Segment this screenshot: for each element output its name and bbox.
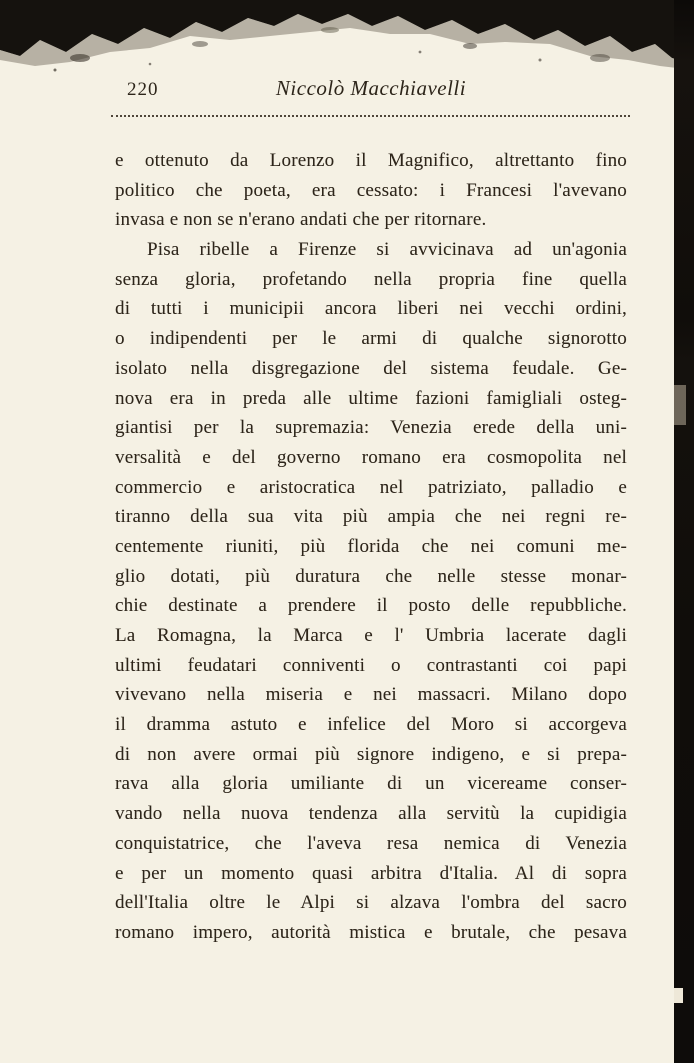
text-line: commercio e aristocratica nel patriziato, palladio e <box>115 476 627 498</box>
text-line: rava alla gloria umiliante di un vicereame conser- <box>115 773 627 795</box>
right-edge-gray-patch <box>674 385 686 425</box>
text-line: politico che poeta, era cessato: i Francesi l'avevano <box>115 179 627 201</box>
text-line: giantisi per la supremazia: Venezia erede della uni- <box>115 417 627 439</box>
text-line: nova era in preda alle ultime fazioni famigliali osteg- <box>115 387 627 409</box>
text-line: La Romagna, la Marca e l' Umbria lacerate dagli <box>115 625 627 646</box>
text-line: isolato nella disgregazione del sistema feudale. Ge- <box>115 357 627 379</box>
header-rule <box>111 115 630 117</box>
text-line: di non avere ormai più signore indigeno, e si prepa- <box>115 743 627 765</box>
text-line: dell'Italia oltre le Alpi si alzava l'ombra del sacro <box>115 892 627 914</box>
text-line: di tutti i municipii ancora liberi nei vecchi ordini, <box>115 298 627 320</box>
body-text <box>115 146 627 948</box>
text-line: e ottenuto da Lorenzo il Magnifico, altrettanto fino <box>115 150 627 171</box>
top-edge-scan-artifact <box>0 0 694 80</box>
page-number: 220 <box>127 79 159 100</box>
text-line: conquistatrice, che l'aveva resa nemica di Venezia <box>115 832 627 854</box>
text-line: versalità e del governo romano era cosmopolita nel <box>115 446 627 468</box>
text-line: tiranno della sua vita più ampia che nei regni re- <box>115 506 627 528</box>
text-line: romano impero, autorità mistica e brutale, che pesava <box>115 921 627 943</box>
text-line: ultimi feudatari conniventi o contrastanti coi papi <box>115 654 627 676</box>
text-line: il dramma astuto e infelice del Moro si accorgeva <box>115 714 627 736</box>
text-line: invasa e non se n'erano andati che per ritornare. <box>115 209 487 231</box>
text-line: vivevano nella miseria e nei massacri. Milano dopo <box>115 684 627 706</box>
text-line: centemente riuniti, più florida che nei comuni me- <box>115 535 627 557</box>
header-title: Niccolò Macchiavelli <box>275 76 467 100</box>
text-line: glio dotati, più duratura che nelle stesse monar- <box>115 565 627 587</box>
text-line: o indipendenti per le armi di qualche signorotto <box>115 328 627 350</box>
text-line: e per un momento quasi arbitra d'Italia. Al di sopra <box>115 862 627 884</box>
paragraph-2 <box>115 235 627 948</box>
text-line: vando nella nuova tendenza alla servitù la cupidigia <box>115 803 627 825</box>
text-line: chie destinate a prendere il posto delle repubbliche. <box>115 595 627 617</box>
text-line: Pisa ribelle a Firenze si avvicinava ad un'agonia <box>147 239 627 261</box>
paragraph-1 <box>115 146 627 235</box>
right-edge-scan-artifact <box>674 0 694 1063</box>
right-edge-paper-notch <box>674 988 683 1003</box>
page-header <box>115 76 627 104</box>
text-line: senza gloria, profetando nella propria fine quella <box>115 268 627 290</box>
